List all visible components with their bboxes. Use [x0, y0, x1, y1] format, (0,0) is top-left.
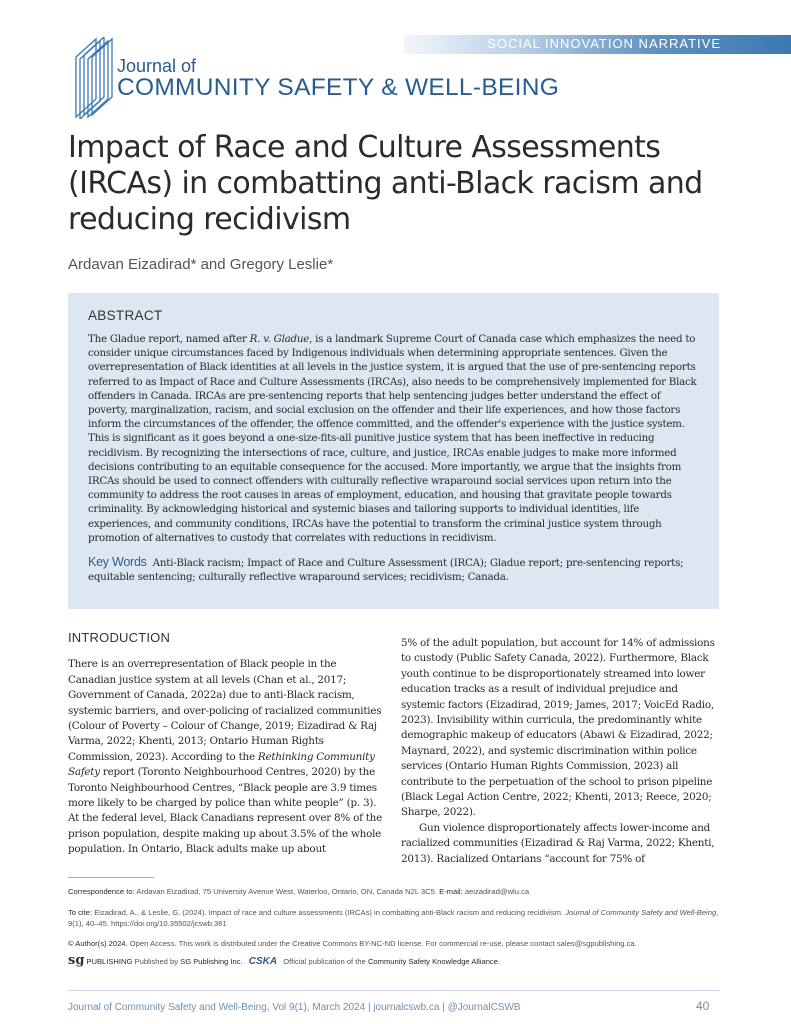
- copyright-note: [68, 938, 728, 949]
- abstract-text-part2: , is a landmark Supreme Court of Canada case which emphasizes the need to consider unique circumstances faced by Indigenous individuals when determining appropriate sentences. Given the overrepresentation of Black identities at all levels in the justice system, it is argued that the use of pre-sentencing reports referred to as Impact of Race and Culture Assessments (IRCAs), also needs to be comprehensively implemented for Black offenders in Canada. IRCAs are pre-sentencing reports that help sentencing judges better understand the effect of poverty, marginalization, racism, and social exclusion on the offender and their life experiences, and how those factors inform the circumstances of the offender, the offence committed, and the offender's experience with the justice system. This is significant as it goes beyond a one-size-fits-all punitive justice system that has been ineffective in reducing recidivism. By recognizing the intersections of race, culture, and justice, IRCAs enable judges to make more informed decisions contributing to an equitable consequence for the accused. More importantly, we argue that the insights from IRCAs should be used to connect offenders with culturally reflective wraparound social services upon return into the community to address the root causes in areas of employment, education, and housing that gravitate people towards criminality. By acknowledging historical and systemic biases and tailoring supports to individual identities, life experiences, and community conditions, IRCAs have the potential to transform the criminal justice system through promotion of alternatives to custody that correlates with reductions in recidivism.: [88, 333, 697, 544]
- cska-logo-icon: CSKA: [248, 956, 278, 967]
- footnote-divider: [68, 877, 154, 878]
- intro-paragraph-1: [68, 657, 386, 857]
- correspondence-label: Correspondence to:: [68, 887, 135, 896]
- abstract-heading: ABSTRACT: [88, 308, 163, 323]
- introduction-heading: INTRODUCTION: [68, 630, 171, 645]
- published-by-prefix: Published by: [134, 957, 181, 966]
- cska-name: Community Safety Knowledge Alliance: [367, 957, 498, 966]
- cite-journal: Journal of Community Safety and Well-Being: [565, 908, 717, 917]
- section-banner: [404, 35, 791, 54]
- correspondence-note: [68, 886, 728, 897]
- intro-p1-italic: Rethinking Community Safety: [68, 750, 375, 779]
- journal-logo-icon: [74, 37, 114, 119]
- page-number: 40: [696, 999, 710, 1013]
- intro-paragraph-1-continued: 5% of the adult population, but account for 14% of admissions to custody (Public Safety Canada, 2022). Furthermore, Black youth continue to be disproportionately streamed into lower education tracks as a result of individual prejudice and systemic factors (Eizadirad, 2019; James, 2017; VoicEd Radio, 2023). Invisibility within curricula, the predominantly white demographic makeup of educators (Abawi & Eizadirad, 2022; Maynard, 2022), and systemic discrimination within police services (Ontario Human Rights Commission, 2023) all contribute to the perpetuation of the school to prison pipeline (Black Legal Action Centre, 2022; Khenti, 2013; Reece, 2020; Sharpe, 2022).: [401, 637, 715, 819]
- cite-label: To cite:: [68, 908, 93, 917]
- cite-text: Eizadirad, A., & Leslie, G. (2024). Impact of race and culture assessments (IRCAs) in combatting anti-Black racism and reducing recidivism.: [94, 908, 566, 917]
- abstract-text-part1: The Gladue report, named after: [88, 333, 250, 345]
- keywords-text: Anti-Black racism; Impact of Race and Culture Assessment (IRCA); Gladue report; pre-sentencing reports; equitable sentencing; culturally reflective wraparound services; recidivism; Canada.: [88, 557, 684, 584]
- cite-doi[interactable]: , 9(1), 40–45. https://doi.org/10.35502/jcswb.361: [68, 908, 719, 928]
- article-title: Impact of Race and Culture Assessments (IRCAs) in combatting anti-Black racism and reducing recidivism: [68, 130, 703, 237]
- page-footer: Journal of Community Safety and Well-Being, Vol 9(1), March 2024 | journalcswb.ca | @JournalCSWB: [68, 1002, 521, 1013]
- intro-p1-part-b: report (Toronto Neighbourhood Centres, 2020) by the Toronto Neighbourhood Centres, “Black people are 3.9 times more likely to be charged by police than white people” (p. 3). At the federal level, Black Canadians represent over 8% of the prison population, despite making up about 3.5% of the whole population. In Ontario, Black adults make up about: [68, 766, 383, 856]
- body-column-right: [401, 636, 719, 867]
- official-prefix: Official publication of the: [283, 957, 368, 966]
- copyright-label: © Author(s) 2024.: [68, 939, 128, 948]
- abstract-case-name: R. v. Gladue: [249, 333, 310, 345]
- article-authors: Ardavan Eizadirad* and Gregory Leslie*: [68, 256, 334, 273]
- journal-of-label: Journal of: [117, 56, 197, 76]
- keywords: [88, 555, 699, 584]
- email-link[interactable]: aeizadirad@wlu.ca: [464, 887, 530, 896]
- journal-name: COMMUNITY SAFETY & WELL-BEING: [117, 74, 560, 101]
- keywords-label: Key Words: [88, 555, 147, 570]
- email-label: E-mail:: [439, 887, 463, 896]
- footer-divider: [68, 990, 720, 991]
- body-column-left: [68, 630, 386, 858]
- copyright-text: Open Access. This work is distributed under the Creative Commons BY-NC-ND license. For commercial re-use, please contact sales@sgpublishing.ca.: [129, 939, 637, 948]
- publisher-name: SG Publishing Inc.: [180, 957, 243, 966]
- abstract-box: [68, 293, 719, 609]
- citation-note: [68, 907, 728, 929]
- correspondence-address: Ardavan Eizadirad, 75 University Avenue West, Waterloo, Ontario, ON, Canada N2L 3C5.: [136, 887, 437, 896]
- sg-publishing-logo-icon: sg: [68, 953, 85, 968]
- intro-paragraph-2: Gun violence disproportionately affects lower-income and racialized communities (Eizadirad & Raj Varma, 2022; Khenti, 2013). Racialized Ontarians “account for 75% of: [401, 821, 715, 865]
- intro-p1-part-a: There is an overrepresentation of Black people in the Canadian justice system at all levels (Chan et al., 2017; Government of Canada, 2022a) due to anti-Black racism, systemic barriers, and over-policing of racialized communities (Colour of Poverty – Colour of Change, 2019; Eizadirad & Raj Varma, 2022; Khenti, 2013; Ontario Human Rights Commission, 2023). According to the: [68, 658, 382, 763]
- abstract-text: [88, 332, 699, 545]
- section-label: SOCIAL INNOVATION NARRATIVE: [487, 36, 721, 51]
- official-suffix: .: [497, 957, 501, 966]
- publisher-note: [68, 955, 728, 967]
- sg-publishing-wordmark: PUBLISHING: [86, 957, 133, 966]
